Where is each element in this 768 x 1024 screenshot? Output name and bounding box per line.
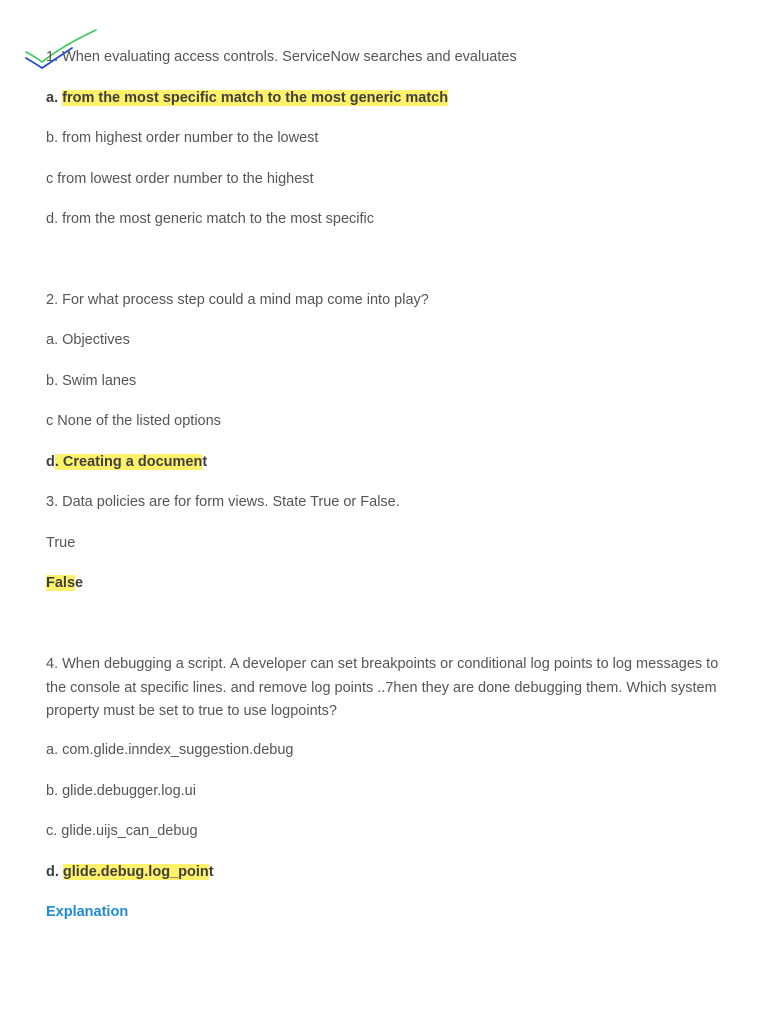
question-1-option-d: d. from the most generic match to the most specific <box>46 211 374 227</box>
highlighted-answer: . Creating a documen <box>54 454 203 470</box>
answer-tail: t <box>202 454 208 470</box>
question-1-option-c: c from lowest order number to the highest <box>46 171 314 187</box>
question-2-option-b: b. Swim lanes <box>46 373 137 389</box>
question-2-prompt: 2. For what process step could a mind map come into play? <box>46 292 429 308</box>
option-label: d. <box>46 864 63 880</box>
question-2-option-a: a. Objectives <box>46 332 130 348</box>
question-3-option-true: True <box>46 535 76 551</box>
answer-tail: t <box>208 864 214 880</box>
question-3-prompt: 3. Data policies are for form views. State True or False. <box>46 494 400 510</box>
question-4-option-a: a. com.glide.inndex_suggestion.debug <box>46 742 294 758</box>
highlighted-answer: glide.debug.log_poin <box>62 864 209 880</box>
question-1-option-b: b. from highest order number to the lowest <box>46 130 319 146</box>
question-2-option-d <box>46 451 736 475</box>
option-label: a. <box>46 90 63 106</box>
question-4-option-b: b. glide.debugger.log.ui <box>46 783 196 799</box>
highlighted-answer: from the most specific match to the most generic match <box>62 90 449 106</box>
highlighted-answer: Fals <box>46 575 76 591</box>
answer-tail: e <box>75 575 84 591</box>
question-4-option-d <box>46 861 736 885</box>
question-1-option-a <box>46 87 736 111</box>
question-2-option-c: c None of the listed options <box>46 413 221 429</box>
question-3-option-false <box>46 572 736 596</box>
explanation-link[interactable]: Explanation <box>46 904 129 920</box>
question-4-option-c: c. glide.uijs_can_debug <box>46 823 198 839</box>
explanation-container <box>46 901 736 925</box>
option-label: d <box>46 454 55 470</box>
question-4-prompt: 4. When debugging a script. A developer can set breakpoints or conditional log points to log messages to the console at specific lines. and remove log points ..7hen they are done debugging them. Which system property must be set to true to use logpoints? <box>46 656 719 719</box>
question-1-prompt: 1. When evaluating access controls. ServiceNow searches and evaluates <box>46 49 517 65</box>
